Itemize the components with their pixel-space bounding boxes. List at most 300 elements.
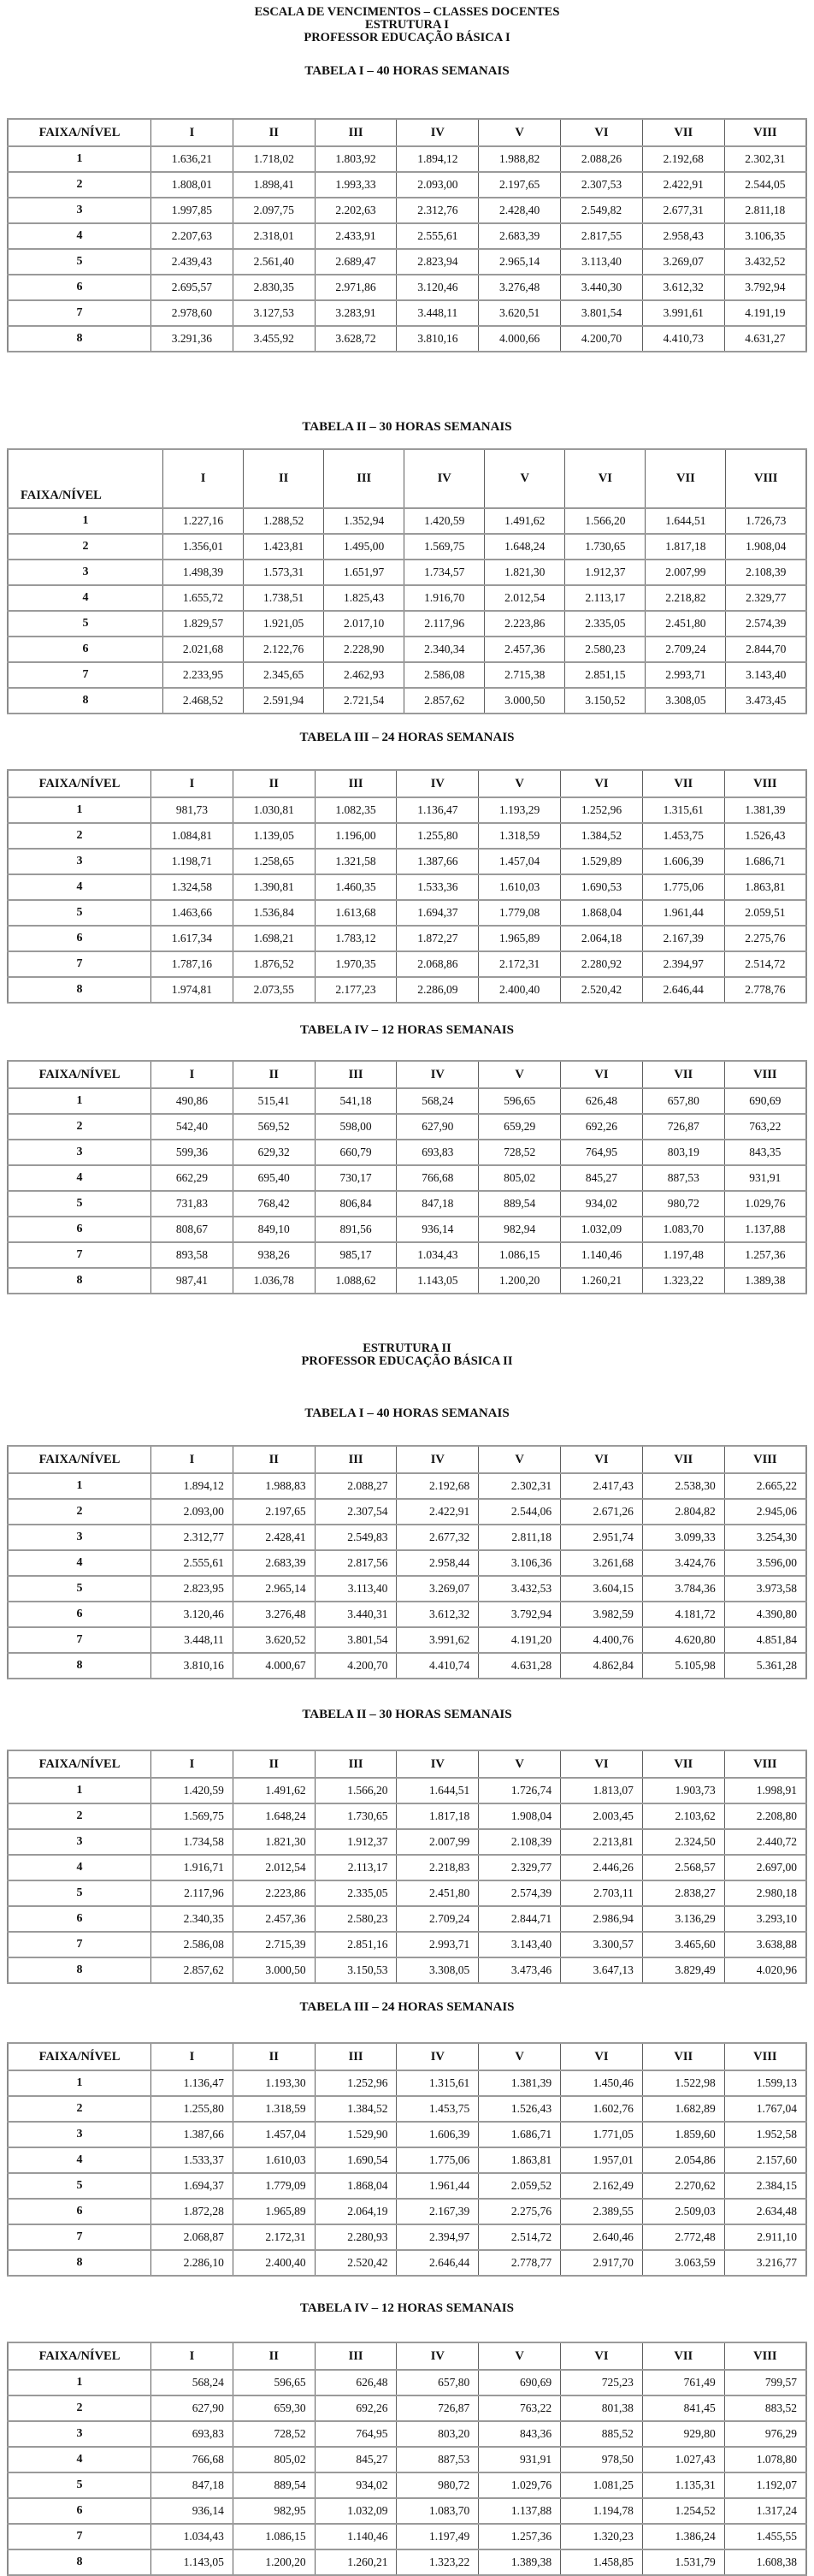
salary-value-cell: 1.194,78 [561, 2498, 643, 2524]
salary-value-cell: 1.029,76 [724, 1191, 806, 1217]
table-row [8, 300, 806, 326]
salary-value-cell: 1.997,85 [151, 198, 233, 223]
salary-value-cell: 1.726,73 [726, 508, 806, 534]
faixa-row-label: 7 [8, 662, 163, 688]
salary-value-cell: 629,32 [233, 1140, 315, 1165]
salary-value-cell: 1.779,08 [479, 900, 561, 926]
table-row [8, 849, 806, 874]
table-heading-e2-24h: TABELA III – 24 HORAS SEMANAIS [299, 2000, 515, 2014]
title-line-3: PROFESSOR EDUCAÇÃO BÁSICA I [304, 31, 510, 44]
salary-value-cell: 2.157,60 [724, 2147, 806, 2173]
salary-value-cell: 936,14 [151, 2498, 233, 2524]
level-column-header: I [151, 2043, 233, 2070]
salary-value-cell: 1.694,37 [397, 900, 479, 926]
table-header-row [8, 2342, 806, 2370]
table-header-row [8, 119, 806, 146]
salary-value-cell: 843,36 [479, 2421, 561, 2447]
salary-value-cell: 2.683,39 [233, 1550, 315, 1576]
salary-value-cell: 2.218,83 [397, 1855, 479, 1880]
salary-value-cell: 1.140,46 [561, 1242, 643, 1268]
salary-value-cell: 2.586,08 [151, 1932, 233, 1957]
salary-value-cell: 1.384,52 [561, 823, 643, 849]
table-row [8, 2173, 806, 2199]
salary-value-cell: 2.108,39 [479, 1829, 561, 1855]
salary-value-cell: 1.288,52 [244, 508, 324, 534]
salary-value-cell: 1.566,20 [565, 508, 646, 534]
table-row [8, 688, 806, 714]
faixa-row-label: 6 [8, 1217, 151, 1242]
salary-value-cell: 1.961,44 [642, 900, 724, 926]
faixa-row-label: 1 [8, 146, 151, 172]
table-row [8, 951, 806, 977]
salary-value-cell: 3.120,46 [397, 275, 479, 300]
level-column-header: I [163, 449, 244, 508]
salary-value-cell: 1.136,47 [397, 797, 479, 823]
salary-value-cell: 3.300,57 [561, 1932, 643, 1957]
salary-value-cell: 1.381,39 [724, 797, 806, 823]
table-row [8, 2250, 806, 2276]
faixa-row-label: 5 [8, 249, 151, 275]
salary-value-cell: 1.644,51 [646, 508, 726, 534]
level-column-header: II [233, 119, 315, 146]
level-column-header: V [479, 770, 561, 797]
salary-value-cell: 1.257,36 [724, 1242, 806, 1268]
salary-value-cell: 1.775,06 [642, 874, 724, 900]
salary-value-cell: 2.202,63 [315, 198, 397, 223]
salary-value-cell: 1.872,27 [397, 926, 479, 951]
table-row [8, 560, 806, 585]
salary-value-cell: 1.803,92 [315, 146, 397, 172]
salary-value-cell: 1.491,62 [485, 508, 565, 534]
salary-value-cell: 1.196,00 [315, 823, 397, 849]
salary-value-cell: 1.608,38 [724, 2549, 806, 2575]
salary-value-cell: 2.544,05 [724, 172, 806, 198]
faixa-row-label: 8 [8, 2549, 151, 2575]
salary-value-cell: 690,69 [724, 1088, 806, 1114]
salary-value-cell: 1.197,48 [642, 1242, 724, 1268]
salary-value-cell: 3.063,59 [642, 2250, 724, 2276]
salary-value-cell: 3.448,11 [397, 300, 479, 326]
salary-value-cell: 1.453,75 [642, 823, 724, 849]
faixa-row-label: 5 [8, 900, 151, 926]
faixa-row-label: 3 [8, 1525, 151, 1550]
salary-value-cell: 1.318,59 [479, 823, 561, 849]
salary-value-cell: 1.921,05 [244, 611, 324, 637]
level-column-header: IV [397, 119, 479, 146]
level-column-header: IV [397, 2043, 479, 2070]
salary-value-cell: 2.468,52 [163, 688, 244, 714]
salary-value-cell: 2.646,44 [642, 977, 724, 1003]
salary-value-cell: 4.400,76 [561, 1627, 643, 1653]
faixa-row-label: 5 [8, 1576, 151, 1602]
salary-value-cell: 1.606,39 [397, 2122, 479, 2147]
salary-value-cell: 2.007,99 [397, 1829, 479, 1855]
faixa-row-label: 6 [8, 926, 151, 951]
salary-value-cell: 2.965,14 [479, 249, 561, 275]
salary-value-cell: 883,52 [724, 2395, 806, 2421]
salary-value-cell: 1.610,03 [479, 874, 561, 900]
salary-value-cell: 1.651,97 [324, 560, 404, 585]
table-heading-e2-40h: TABELA I – 40 HORAS SEMANAIS [304, 1406, 510, 1420]
table-heading-e1-40h: TABELA I – 40 HORAS SEMANAIS [304, 64, 510, 78]
salary-value-cell: 3.432,53 [479, 1576, 561, 1602]
salary-value-cell: 2.958,43 [642, 223, 724, 249]
salary-value-cell: 662,29 [151, 1165, 233, 1191]
salary-value-cell: 3.120,46 [151, 1602, 233, 1627]
salary-table-e1-40h [7, 118, 807, 352]
table-row [8, 926, 806, 951]
faixa-row-label: 6 [8, 1906, 151, 1932]
salary-value-cell: 2.197,65 [233, 1499, 315, 1525]
salary-value-cell: 2.302,31 [479, 1473, 561, 1499]
salary-value-cell: 2.844,71 [479, 1906, 561, 1932]
salary-value-cell: 2.971,86 [315, 275, 397, 300]
salary-value-cell: 4.620,80 [642, 1627, 724, 1653]
salary-value-cell: 1.034,43 [151, 2524, 233, 2549]
table-header-row [8, 1750, 806, 1778]
salary-value-cell: 987,41 [151, 1268, 233, 1294]
level-column-header: VII [642, 1750, 724, 1778]
salary-value-cell: 627,90 [151, 2395, 233, 2421]
salary-value-cell: 1.694,37 [151, 2173, 233, 2199]
salary-value-cell: 2.697,00 [724, 1855, 806, 1880]
salary-value-cell: 1.569,75 [404, 534, 485, 560]
salary-value-cell: 1.143,05 [397, 1268, 479, 1294]
level-column-header: IV [397, 2342, 479, 2370]
salary-value-cell: 1.255,80 [397, 823, 479, 849]
salary-value-cell: 841,45 [642, 2395, 724, 2421]
faixa-row-label: 3 [8, 1140, 151, 1165]
salary-value-cell: 1.457,04 [233, 2122, 315, 2147]
faixa-row-label: 7 [8, 2524, 151, 2549]
faixa-row-label: 8 [8, 688, 163, 714]
faixa-row-label: 7 [8, 2224, 151, 2250]
salary-value-cell: 1.495,00 [324, 534, 404, 560]
salary-value-cell: 1.457,04 [479, 849, 561, 874]
level-column-header: V [479, 2043, 561, 2070]
salary-value-cell: 3.465,60 [642, 1932, 724, 1957]
salary-value-cell: 2.340,35 [151, 1906, 233, 1932]
salary-value-cell: 1.606,39 [642, 849, 724, 874]
table-heading-e2-30h: TABELA II – 30 HORAS SEMANAIS [302, 1708, 512, 1721]
salary-value-cell: 2.462,93 [324, 662, 404, 688]
salary-value-cell: 2.192,68 [642, 146, 724, 172]
salary-value-cell: 1.498,39 [163, 560, 244, 585]
salary-value-cell: 2.823,94 [397, 249, 479, 275]
salary-value-cell: 2.683,39 [479, 223, 561, 249]
salary-value-cell: 1.916,70 [404, 585, 485, 611]
faixa-row-label: 4 [8, 223, 151, 249]
salary-value-cell: 1.455,55 [724, 2524, 806, 2549]
level-column-header: I [151, 770, 233, 797]
salary-value-cell: 1.988,83 [233, 1473, 315, 1499]
salary-value-cell: 764,95 [561, 1140, 643, 1165]
salary-value-cell: 2.703,11 [561, 1880, 643, 1906]
level-column-header: II [233, 1061, 315, 1088]
salary-value-cell: 1.775,06 [397, 2147, 479, 2173]
salary-value-cell: 889,54 [479, 1191, 561, 1217]
salary-value-cell: 3.308,05 [397, 1957, 479, 1983]
salary-value-cell: 1.453,75 [397, 2096, 479, 2122]
level-column-header: I [151, 119, 233, 146]
salary-value-cell: 1.974,81 [151, 977, 233, 1003]
salary-value-cell: 2.064,19 [315, 2199, 397, 2224]
table-row [8, 1778, 806, 1803]
salary-value-cell: 1.648,24 [485, 534, 565, 560]
salary-value-cell: 1.648,24 [233, 1803, 315, 1829]
salary-value-cell: 657,80 [397, 2370, 479, 2395]
salary-value-cell: 3.620,52 [233, 1627, 315, 1653]
salary-value-cell: 1.808,01 [151, 172, 233, 198]
faixa-row-label: 6 [8, 637, 163, 662]
salary-value-cell: 599,36 [151, 1140, 233, 1165]
salary-value-cell: 2.978,60 [151, 300, 233, 326]
salary-value-cell: 2.838,27 [642, 1880, 724, 1906]
salary-value-cell: 1.636,21 [151, 146, 233, 172]
salary-value-cell: 1.081,25 [561, 2472, 643, 2498]
salary-value-cell: 2.580,23 [315, 1906, 397, 1932]
salary-value-cell: 1.726,74 [479, 1778, 561, 1803]
salary-value-cell: 1.036,78 [233, 1268, 315, 1294]
table-row [8, 637, 806, 662]
salary-table-e2-24h [7, 2042, 807, 2277]
salary-value-cell: 1.197,49 [397, 2524, 479, 2549]
salary-value-cell: 1.389,38 [724, 1268, 806, 1294]
salary-value-cell: 5.105,98 [642, 1653, 724, 1679]
salary-value-cell: 1.458,85 [561, 2549, 643, 2575]
salary-value-cell: 3.801,54 [561, 300, 643, 326]
salary-value-cell: 2.228,90 [324, 637, 404, 662]
salary-value-cell: 1.027,43 [642, 2447, 724, 2472]
salary-value-cell: 2.689,47 [315, 249, 397, 275]
salary-value-cell: 2.457,36 [485, 637, 565, 662]
faixa-row-label: 1 [8, 508, 163, 534]
salary-value-cell: 1.260,21 [561, 1268, 643, 1294]
salary-value-cell: 2.422,91 [642, 172, 724, 198]
salary-value-cell: 2.580,23 [565, 637, 646, 662]
salary-value-cell: 3.150,52 [565, 688, 646, 714]
level-column-header: II [233, 1750, 315, 1778]
salary-value-cell: 3.291,36 [151, 326, 233, 352]
salary-value-cell: 2.844,70 [726, 637, 806, 662]
salary-value-cell: 2.568,57 [642, 1855, 724, 1880]
salary-value-cell: 2.223,86 [233, 1880, 315, 1906]
salary-value-cell: 2.064,18 [561, 926, 643, 951]
salary-value-cell: 4.000,67 [233, 1653, 315, 1679]
salary-value-cell: 885,52 [561, 2421, 643, 2447]
level-column-header: VI [565, 449, 646, 508]
salary-value-cell: 1.868,04 [561, 900, 643, 926]
salary-value-cell: 2.324,50 [642, 1829, 724, 1855]
salary-value-cell: 1.193,29 [479, 797, 561, 823]
faixa-nivel-header: FAIXA/NÍVEL [8, 1061, 151, 1088]
salary-value-cell: 4.390,80 [724, 1602, 806, 1627]
table-row [8, 2199, 806, 2224]
level-column-header: I [151, 1446, 233, 1473]
salary-value-cell: 805,02 [233, 2447, 315, 2472]
salary-value-cell: 1.952,58 [724, 2122, 806, 2147]
level-column-header: V [479, 119, 561, 146]
salary-value-cell: 1.086,15 [479, 1242, 561, 1268]
faixa-row-label: 1 [8, 1778, 151, 1803]
salary-value-cell: 2.213,81 [561, 1829, 643, 1855]
salary-value-cell: 3.269,07 [642, 249, 724, 275]
table-row [8, 2147, 806, 2173]
salary-value-cell: 1.034,43 [397, 1242, 479, 1268]
faixa-row-label: 7 [8, 1932, 151, 1957]
salary-value-cell: 3.432,52 [724, 249, 806, 275]
level-column-header: VII [642, 2342, 724, 2370]
salary-value-cell: 2.384,15 [724, 2173, 806, 2199]
faixa-row-label: 7 [8, 1242, 151, 1268]
salary-value-cell: 2.233,95 [163, 662, 244, 688]
table-row [8, 534, 806, 560]
salary-value-cell: 1.787,16 [151, 951, 233, 977]
salary-value-cell: 2.167,39 [397, 2199, 479, 2224]
salary-value-cell: 1.193,30 [233, 2070, 315, 2096]
level-column-header: VII [642, 2043, 724, 2070]
salary-value-cell: 4.000,66 [479, 326, 561, 352]
salary-value-cell: 2.223,86 [485, 611, 565, 637]
salary-value-cell: 4.200,70 [315, 1653, 397, 1679]
table-row [8, 198, 806, 223]
faixa-row-label: 3 [8, 849, 151, 874]
salary-value-cell: 2.857,62 [151, 1957, 233, 1983]
salary-value-cell: 2.286,09 [397, 977, 479, 1003]
salary-value-cell: 2.312,76 [397, 198, 479, 223]
salary-value-cell: 2.817,55 [561, 223, 643, 249]
level-column-header: V [485, 449, 565, 508]
faixa-row-label: 4 [8, 2447, 151, 2472]
level-column-header: VI [561, 770, 643, 797]
salary-value-cell: 806,84 [315, 1191, 397, 1217]
table-row [8, 223, 806, 249]
salary-value-cell: 1.136,47 [151, 2070, 233, 2096]
salary-value-cell: 726,87 [397, 2395, 479, 2421]
salary-value-cell: 1.894,12 [397, 146, 479, 172]
salary-value-cell: 934,02 [561, 1191, 643, 1217]
salary-value-cell: 1.526,43 [479, 2096, 561, 2122]
table-row [8, 1499, 806, 1525]
salary-value-cell: 1.088,62 [315, 1268, 397, 1294]
salary-value-cell: 2.394,97 [397, 2224, 479, 2250]
salary-value-cell: 542,40 [151, 1114, 233, 1140]
level-column-header: VIII [724, 119, 806, 146]
salary-value-cell: 2.715,38 [485, 662, 565, 688]
salary-value-cell: 1.450,46 [561, 2070, 643, 2096]
salary-value-cell: 936,14 [397, 1217, 479, 1242]
level-column-header: II [244, 449, 324, 508]
salary-value-cell: 2.307,54 [315, 1499, 397, 1525]
salary-value-cell: 568,24 [397, 1088, 479, 1114]
salary-value-cell: 1.718,02 [233, 146, 315, 172]
table-row [8, 2395, 806, 2421]
salary-value-cell: 1.324,58 [151, 874, 233, 900]
salary-value-cell: 1.390,81 [233, 874, 315, 900]
table-row [8, 1140, 806, 1165]
salary-value-cell: 2.945,06 [724, 1499, 806, 1525]
salary-value-cell: 1.734,57 [404, 560, 485, 585]
salary-value-cell: 626,48 [561, 1088, 643, 1114]
faixa-nivel-header: FAIXA/NÍVEL [8, 770, 151, 797]
table-row [8, 2524, 806, 2549]
salary-value-cell: 690,69 [479, 2370, 561, 2395]
table-row [8, 172, 806, 198]
salary-value-cell: 1.258,65 [233, 849, 315, 874]
salary-value-cell: 3.283,91 [315, 300, 397, 326]
table-row [8, 2421, 806, 2447]
salary-value-cell: 1.323,22 [397, 2549, 479, 2575]
faixa-row-label: 1 [8, 797, 151, 823]
salary-value-cell: 2.280,92 [561, 951, 643, 977]
level-column-header: IV [397, 1446, 479, 1473]
salary-value-cell: 1.531,79 [642, 2549, 724, 2575]
salary-value-cell: 2.312,77 [151, 1525, 233, 1550]
salary-value-cell: 598,00 [315, 1114, 397, 1140]
salary-value-cell: 889,54 [233, 2472, 315, 2498]
salary-value-cell: 2.329,77 [726, 585, 806, 611]
salary-value-cell: 3.150,53 [315, 1957, 397, 1983]
salary-value-cell: 1.957,01 [561, 2147, 643, 2173]
salary-value-cell: 1.135,31 [642, 2472, 724, 2498]
table-row [8, 1803, 806, 1829]
salary-value-cell: 490,86 [151, 1088, 233, 1114]
faixa-row-label: 4 [8, 585, 163, 611]
salary-value-cell: 1.872,28 [151, 2199, 233, 2224]
salary-value-cell: 2.340,34 [404, 637, 485, 662]
salary-value-cell: 2.400,40 [233, 2250, 315, 2276]
salary-value-cell: 3.784,36 [642, 1576, 724, 1602]
faixa-row-label: 8 [8, 1268, 151, 1294]
salary-value-cell: 1.903,73 [642, 1778, 724, 1803]
salary-value-cell: 2.440,72 [724, 1829, 806, 1855]
table-row [8, 2498, 806, 2524]
salary-value-cell: 1.644,51 [397, 1778, 479, 1803]
faixa-row-label: 3 [8, 2421, 151, 2447]
table-row [8, 1268, 806, 1294]
salary-value-cell: 2.958,44 [397, 1550, 479, 1576]
salary-value-cell: 1.030,81 [233, 797, 315, 823]
salary-value-cell: 2.270,62 [642, 2173, 724, 2199]
salary-value-cell: 3.792,94 [724, 275, 806, 300]
faixa-row-label: 6 [8, 1602, 151, 1627]
level-column-header: II [233, 770, 315, 797]
salary-value-cell: 4.200,70 [561, 326, 643, 352]
table-row [8, 2096, 806, 2122]
salary-value-cell: 2.811,18 [724, 198, 806, 223]
salary-value-cell: 1.655,72 [163, 585, 244, 611]
level-column-header: VIII [724, 1061, 806, 1088]
salary-value-cell: 763,22 [724, 1114, 806, 1140]
faixa-row-label: 2 [8, 2096, 151, 2122]
level-column-header: VI [561, 2043, 643, 2070]
salary-value-cell: 2.591,94 [244, 688, 324, 714]
salary-value-cell: 4.181,72 [642, 1602, 724, 1627]
salary-value-cell: 2.093,00 [151, 1499, 233, 1525]
title-line-2: ESTRUTURA I [365, 18, 449, 32]
salary-value-cell: 1.315,61 [397, 2070, 479, 2096]
salary-value-cell: 2.177,23 [315, 977, 397, 1003]
salary-value-cell: 1.533,37 [151, 2147, 233, 2173]
salary-value-cell: 2.574,39 [479, 1880, 561, 1906]
salary-value-cell: 1.389,38 [479, 2549, 561, 2575]
salary-value-cell: 3.424,76 [642, 1550, 724, 1576]
salary-value-cell: 3.127,53 [233, 300, 315, 326]
table-row [8, 2447, 806, 2472]
faixa-row-label: 6 [8, 2498, 151, 2524]
salary-value-cell: 2.417,43 [561, 1473, 643, 1499]
salary-value-cell: 1.783,12 [315, 926, 397, 951]
